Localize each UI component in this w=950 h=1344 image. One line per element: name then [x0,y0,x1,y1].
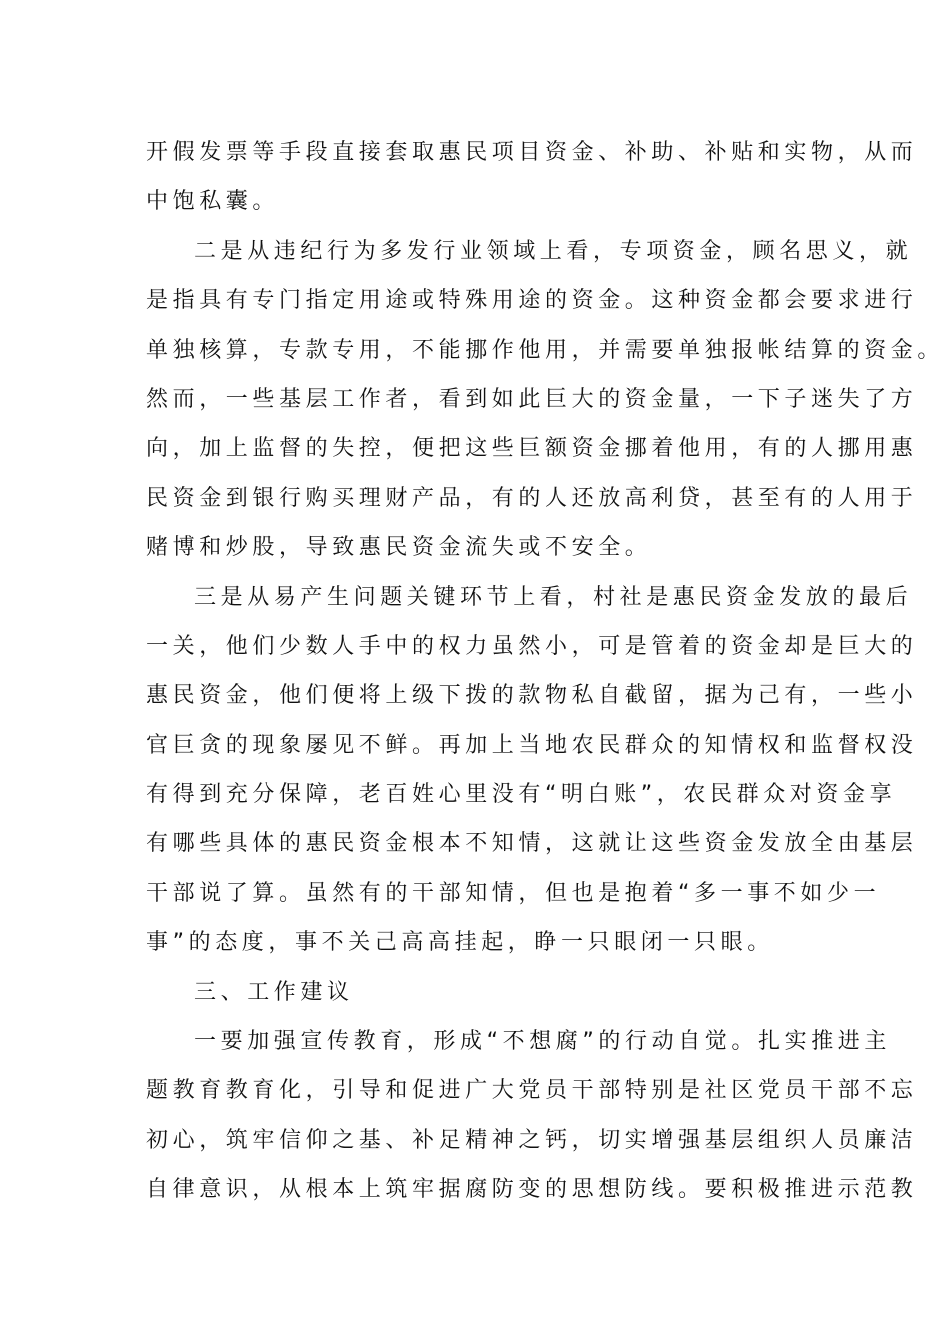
text-line: 官巨贪的现象屡见不鲜。再加上当地农民群众的知情权和监督权没 [146,732,918,758]
text-line: 然而，一些基层工作者，看到如此巨大的资金量，一下子迷失了方 [146,386,918,412]
text-line: 一关，他们少数人手中的权力虽然小，可是管着的资金却是巨大的 [146,633,918,659]
text-line: 是指具有专门指定用途或特殊用途的资金。这种资金都会要求进行 [146,288,918,314]
text-line: 单独核算，专款专用，不能挪作他用，并需要单独报帐结算的资金。 [146,337,945,363]
text-line: 自律意识，从根本上筑牢据腐防变的思想防线。要积极推进示范教 [146,1177,918,1203]
text-line: 事”的态度，事不关己高高挂起，睁一只眼闭一只眼。 [146,930,774,956]
text-line: 有得到充分保障，老百姓心里没有“明白账”，农民群众对资金享 [146,782,897,808]
text-line: 向，加上监督的失控，便把这些巨额资金挪着他用，有的人挪用惠 [146,436,918,462]
text-line: 中饱私囊。 [146,189,280,215]
text-line: 三是从易产生问题关键环节上看，村社是惠民资金发放的最后 [194,584,913,610]
text-line: 有哪些具体的惠民资金根本不知情，这就让这些资金发放全由基层 [146,831,918,857]
text-line: 惠民资金，他们便将上级下拨的款物私自截留，据为己有，一些小 [146,683,918,709]
text-line: 一要加强宣传教育，形成“不想腐”的行动自觉。扎实推进主 [194,1029,891,1055]
body-text [146,128,945,1215]
text-line: 开假发票等手段直接套取惠民项目资金、补助、补贴和实物，从而 [146,140,918,165]
text-line: 初心，筑牢信仰之基、补足精神之钙，切实增强基层组织人员廉洁 [146,1127,918,1153]
text-line: 干部说了算。虽然有的干部知情，但也是抱着“多一事不如少一 [146,880,881,906]
text-line: 题教育教育化，引导和促进广大党员干部特别是社区党员干部不忘 [146,1078,918,1104]
text-line: 二是从违纪行为多发行业领域上看，专项资金，顾名思义，就 [194,238,913,264]
text-line: 三、工作建议 [194,979,354,1005]
text-line: 赌博和炒股，导致惠民资金流失或不安全。 [146,535,652,561]
text-line: 民资金到银行购买理财产品，有的人还放高利贷，甚至有的人用于 [146,485,918,511]
